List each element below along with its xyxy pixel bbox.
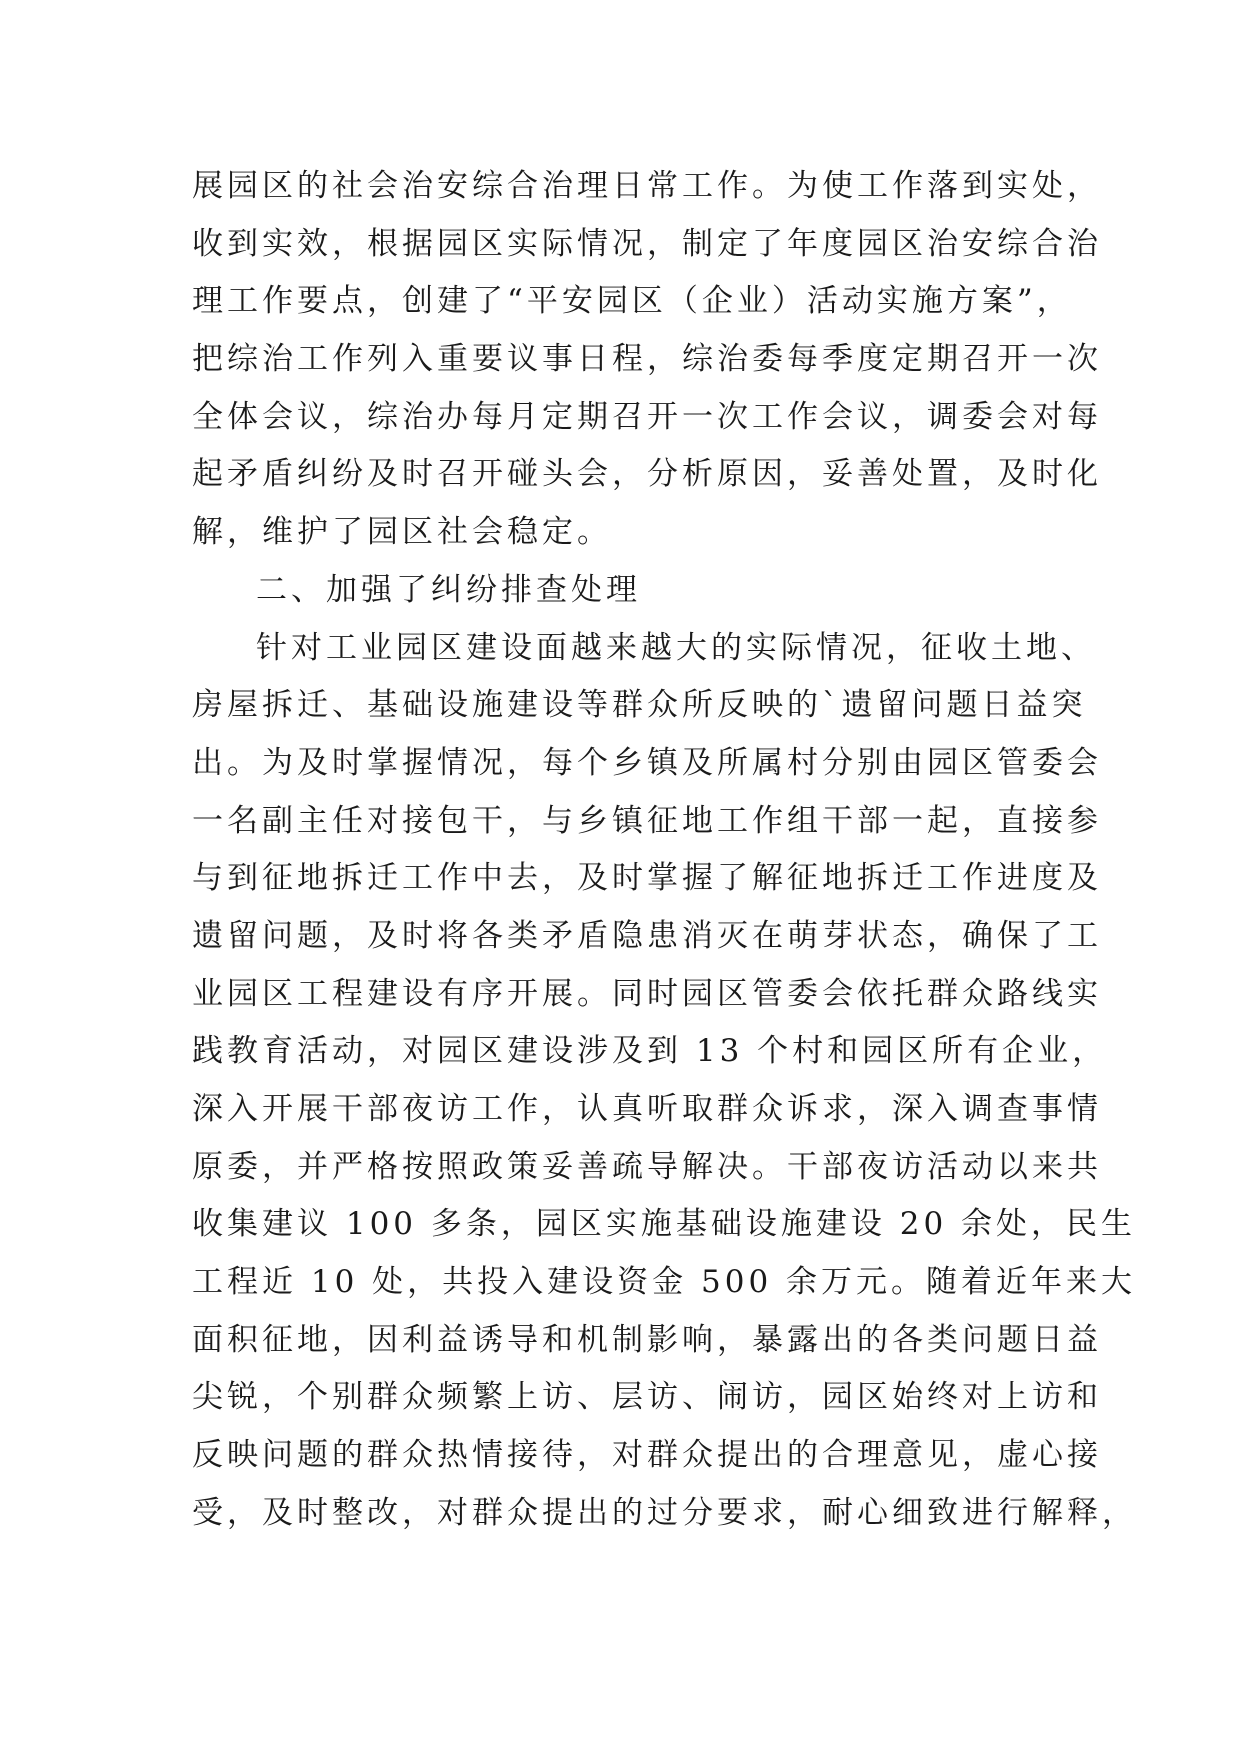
text-line: 起矛盾纠纷及时召开碰头会，分析原因，妥善处置，及时化 [192, 456, 1102, 493]
text-line: 深入开展干部夜访工作，认真听取群众诉求，深入调查事情 [192, 1091, 1102, 1127]
text-line: 业园区工程建设有序开展。同时园区管委会依托群众路线实 [192, 975, 1102, 1012]
text-line: 尖锐，个别群众频繁上访、层访、闹访，园区始终对上访和 [192, 1379, 1102, 1416]
text-line: 遗留问题，及时将各类矛盾隐患消灭在萌芽状态，确保了工 [192, 917, 1102, 954]
paragraph-first-line: 针对工业园区建设面越来越大的实际情况，征收土地、 [256, 629, 1096, 666]
text-line: 收到实效，根据园区实际情况，制定了年度园区治安综合治 [192, 225, 1102, 262]
text-line: 全体会议，综治办每月定期召开一次工作会议，调委会对每 [192, 398, 1102, 435]
text-line: 房屋拆迁、基础设施建设等群众所反映的`遗留问题日益突 [192, 687, 1087, 724]
text-line: 与到征地拆迁工作中去，及时掌握了解征地拆迁工作进度及 [192, 860, 1102, 897]
text-line: 理工作要点，创建了“平安园区（企业）活动实施方案”， [192, 283, 1072, 320]
text-line: 受，及时整改，对群众提出的过分要求，耐心细致进行解释， [192, 1494, 1137, 1531]
text-line: 面积征地，因利益诱导和机制影响，暴露出的各类问题日益 [192, 1321, 1102, 1358]
text-line: 践教育活动，对园区建设涉及到 13 个村和园区所有企业， [192, 1033, 1108, 1070]
text-line: 出。为及时掌握情况，每个乡镇及所属村分别由园区管委会 [192, 744, 1102, 781]
section-heading: 二、加强了纠纷排查处理 [256, 571, 641, 608]
text-line: 收集建议 100 多条，园区实施基础设施建设 20 余处，民生 [192, 1206, 1137, 1243]
text-line: 把综治工作列入重要议事日程，综治委每季度定期召开一次 [192, 341, 1102, 378]
text-line: 展园区的社会治安综合治理日常工作。为使工作落到实处， [192, 168, 1102, 204]
body-text [192, 158, 1137, 1543]
text-line: 工程近 10 处，共投入建设资金 500 余万元。随着近年来大 [192, 1264, 1137, 1301]
text-line: 解，维护了园区社会稳定。 [192, 514, 612, 551]
text-line: 反映问题的群众热情接待，对群众提出的合理意见，虚心接 [192, 1437, 1102, 1474]
text-line: 原委，并严格按照政策妥善疏导解决。干部夜访活动以来共 [192, 1148, 1102, 1185]
text-line: 一名副主任对接包干，与乡镇征地工作组干部一起，直接参 [192, 802, 1102, 839]
